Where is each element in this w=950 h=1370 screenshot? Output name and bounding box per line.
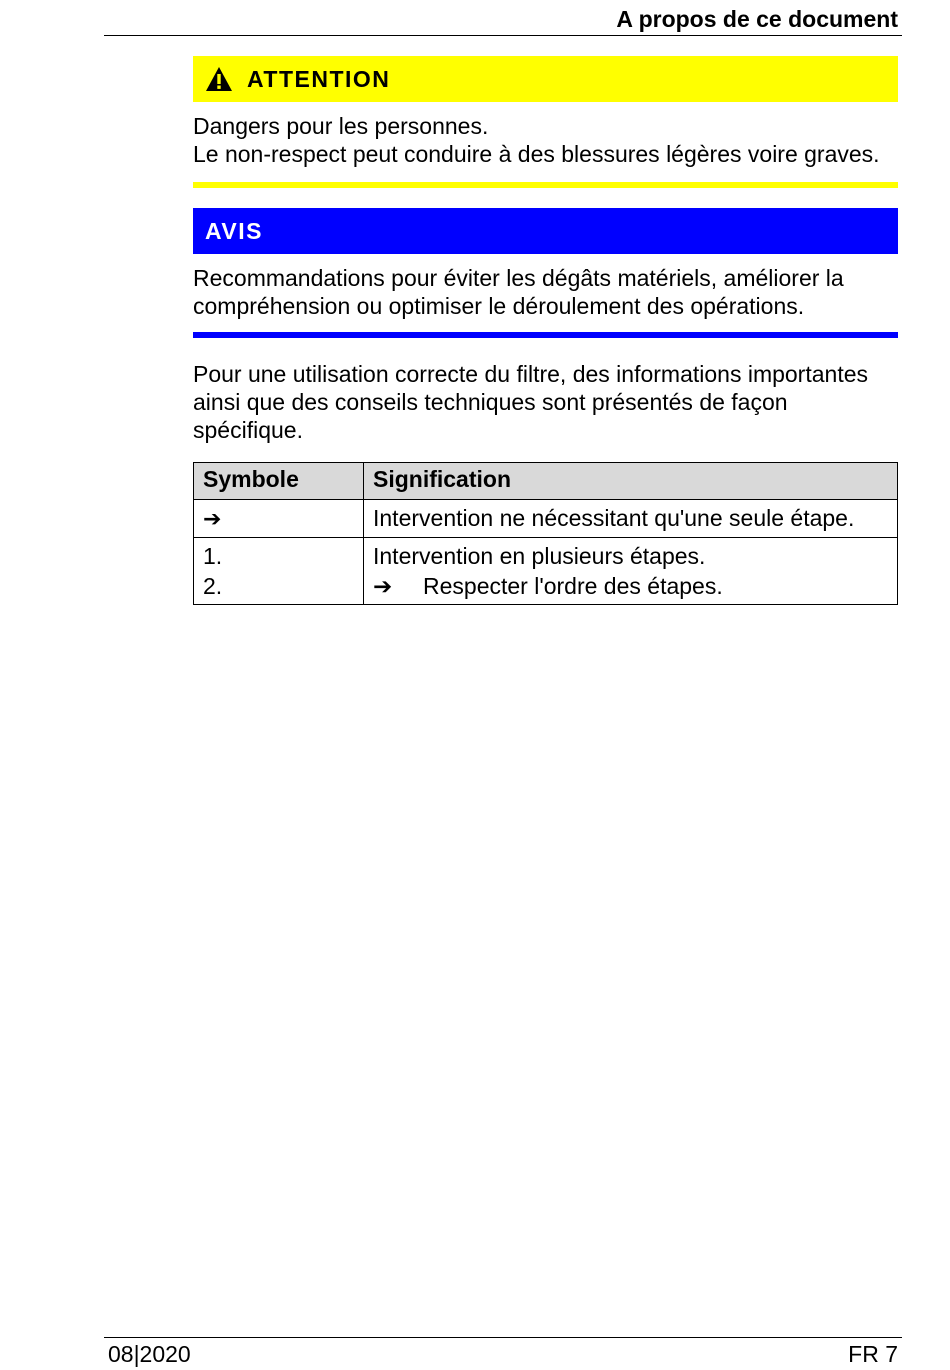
symbol-cell [194,538,364,605]
column-header-meaning: Signification [364,463,898,500]
avis-end-rule [193,332,898,338]
multi-step-meaning: Intervention en plusieurs étapes. [373,543,706,569]
arrow-icon: ➔ [203,506,222,531]
sub-step-line [373,571,889,601]
page-header-title: A propos de ce document [616,6,898,32]
avis-text: Recommandations pour éviter les dégâts matériels, améliorer la compréhension ou optimiser le déroulement des opérations. [193,265,844,319]
footer-page-number: FR 7 [848,1341,898,1367]
footer-date: 08|2020 [108,1341,191,1367]
attention-line-1: Dangers pour les personnes. [193,113,489,139]
attention-banner [193,56,898,102]
avis-banner [193,208,898,254]
column-header-symbol: Symbole [194,463,364,500]
meaning-cell: Intervention ne nécessitant qu'une seule étape. [364,500,898,538]
step-number-1: 1. [203,543,223,569]
intro-paragraph: Pour une utilisation correcte du filtre, des informations importantes ainsi que des conseils techniques sont présentés de façon spécifique. [193,361,868,443]
avis-label: AVIS [205,217,263,244]
header-divider [104,35,902,36]
table-row [194,500,898,538]
attention-text [193,112,898,168]
footer-divider [104,1337,902,1338]
page-content [193,56,898,605]
table-header-row [194,463,898,500]
meaning-cell [364,538,898,605]
table-row [194,538,898,605]
step-number-2: 2. [203,573,223,599]
warning-triangle-icon [205,66,233,92]
arrow-icon: ➔ [373,573,393,599]
sub-step-text: Respecter l'ordre des étapes. [423,573,723,599]
symbol-cell [194,500,364,538]
attention-label: ATTENTION [247,65,391,92]
symbols-table [193,462,898,605]
attention-line-2: Le non-respect peut conduire à des blessures légères voire graves. [193,141,880,167]
